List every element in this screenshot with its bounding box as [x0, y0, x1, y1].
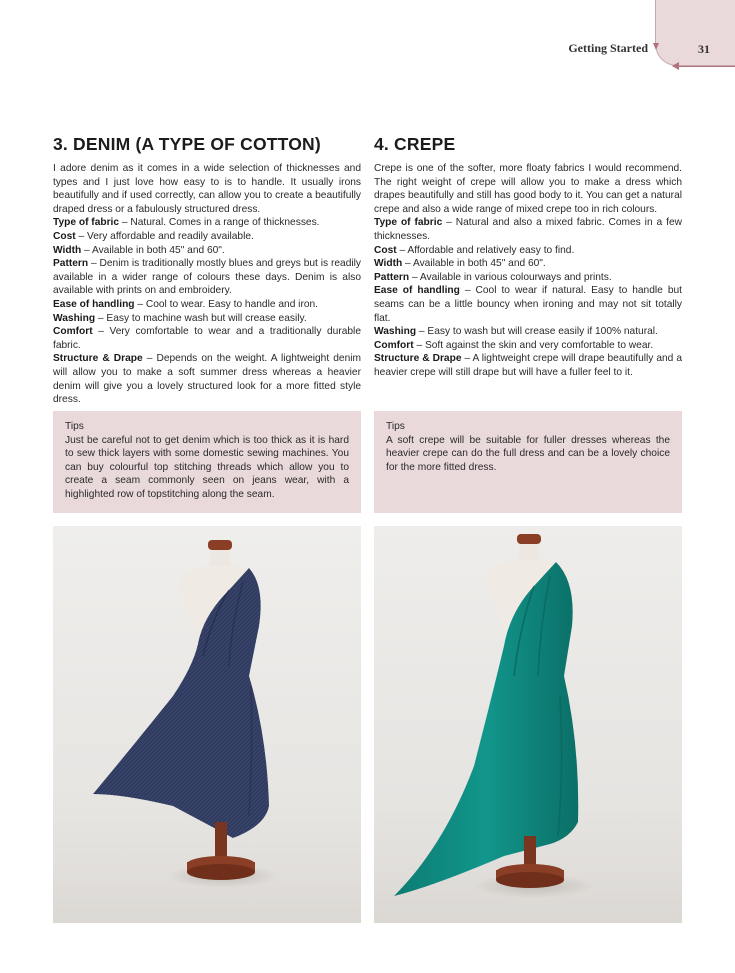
crepe-item: [374, 325, 682, 339]
item-text: – Available in both 45" and 60".: [81, 244, 225, 256]
crepe-intro: Crepe is one of the softer, more floaty fabrics I would recommend. The right weight of crepe will allow you to make a dress which drapes beautifully and still has good body to it. You can get a natural crepe and also a wide range of mixed crepe too in rich colours.: [374, 163, 682, 215]
tip-title: Tips: [65, 421, 84, 432]
page-header: [0, 0, 735, 70]
denim-item: [53, 216, 361, 230]
arrow-left-icon: [672, 62, 679, 70]
denim-item: [53, 298, 361, 312]
page-tab: [655, 0, 735, 66]
item-text: – Easy to machine wash but will crease easily.: [95, 312, 307, 324]
crepe-dress: [394, 562, 578, 896]
denim-body: [53, 162, 361, 407]
item-text: – Soft against the skin and very comfortable to wear.: [413, 339, 654, 351]
item-text: – Cool to wear if natural. Easy to handle but seams can be a little bouncy when ironing and may not sit totally flat.: [374, 285, 682, 324]
crepe-dress-photo: [374, 526, 682, 923]
item-text: – A lightweight crepe will drape beautifully and a heavier crepe will still drape but will have a fuller feel to it.: [374, 353, 682, 378]
crepe-item: [374, 244, 682, 258]
item-text: – Depends on the weight. A lightweight denim will allow you to make a soft summer dress whereas a heavier denim will give you a lovely structured look for a more fitted style dress.: [53, 353, 361, 406]
item-label: Cost: [53, 230, 76, 242]
denim-dress-illustration: [53, 526, 361, 923]
denim-item: [53, 325, 361, 352]
item-label: Ease of handling: [53, 298, 135, 310]
item-text: – Available in both 45" and 60".: [402, 258, 546, 270]
crepe-item: [374, 284, 682, 325]
mannequin-neck-cap: [517, 534, 541, 544]
page-number: 31: [698, 42, 710, 56]
denim-intro: I adore denim as it comes in a wide selection of thicknesses and types and I just love how easy to is to handle. It usually irons beautifully and if used correctly, can allow you to create a beautifully draped dress or a fabulously structured dress.: [53, 163, 361, 215]
item-text: – Natural and also a mixed fabric. Comes in a few thicknesses.: [374, 217, 682, 242]
item-label: Type of fabric: [53, 217, 120, 229]
denim-section: [53, 133, 361, 407]
mannequin-stand-pole: [215, 822, 227, 858]
item-label: Width: [374, 258, 403, 270]
section-title: Getting Started: [568, 41, 648, 55]
item-label: Washing: [53, 312, 96, 324]
item-text: – Available in various colourways and prints.: [409, 271, 612, 283]
item-label: Pattern: [374, 271, 410, 283]
denim-item: [53, 257, 361, 298]
item-label: Type of fabric: [374, 217, 443, 229]
denim-tip-box: [53, 411, 361, 513]
item-text: – Easy to wash but will crease easily if 100% natural.: [416, 326, 658, 338]
item-label: Pattern: [53, 258, 89, 270]
mannequin-neck: [209, 550, 231, 566]
item-label: Structure & Drape: [53, 353, 143, 365]
crepe-item: [374, 352, 682, 379]
triangle-down-icon: [653, 43, 659, 50]
tip-body: A soft crepe will be suitable for fuller dresses whereas the heavier crepe can do the full dress and can be a lovely choice for the more fitted dress.: [386, 434, 670, 473]
item-label: Washing: [374, 326, 417, 338]
header-rule: [673, 66, 735, 67]
crepe-item: [374, 216, 682, 243]
mannequin-neck: [518, 544, 540, 560]
item-text: – Denim is traditionally mostly blues and greys but is readily available in a wider range of colours these days. Denim is also available with prints on and embroidery.: [53, 258, 361, 297]
item-label: Comfort: [374, 339, 414, 351]
denim-item: [53, 230, 361, 244]
crepe-item: [374, 339, 682, 353]
item-label: Comfort: [53, 326, 93, 338]
item-label: Ease of handling: [374, 285, 460, 297]
tip-body: Just be careful not to get denim which is too thick as it is hard to sew thick layers with some domestic sewing machines. You can buy colourful top stitching threads which allow you to create a seam commonly seen on jeans wear, with a highlighted row of topstitching along the seam.: [65, 434, 349, 500]
denim-heading: 3. DENIM (A TYPE OF COTTON): [53, 134, 321, 154]
item-label: Width: [53, 244, 82, 256]
item-text: – Very affordable and readily available.: [75, 230, 254, 242]
item-text: – Affordable and relatively easy to find.: [396, 244, 575, 256]
tip-title: Tips: [386, 421, 405, 432]
denim-item: [53, 244, 361, 258]
denim-item: [53, 352, 361, 406]
crepe-heading: 4. CREPE: [374, 134, 456, 154]
item-label: Structure & Drape: [374, 353, 462, 365]
crepe-item: [374, 271, 682, 285]
denim-dress-photo: [53, 526, 361, 923]
denim-dress: [93, 568, 269, 838]
item-text: – Natural. Comes in a range of thicknesses.: [119, 217, 320, 229]
crepe-section: [374, 133, 682, 380]
crepe-body: [374, 162, 682, 380]
crepe-item: [374, 257, 682, 271]
item-label: Cost: [374, 244, 397, 256]
item-text: – Cool to wear. Easy to handle and iron.: [134, 298, 319, 310]
denim-item: [53, 312, 361, 326]
item-text: – Very comfortable to wear and a traditionally durable fabric.: [53, 326, 361, 351]
mannequin-stand-pole: [524, 836, 536, 868]
mannequin-neck-cap: [208, 540, 232, 550]
crepe-tip-box: [374, 411, 682, 513]
crepe-dress-illustration: [374, 526, 682, 923]
